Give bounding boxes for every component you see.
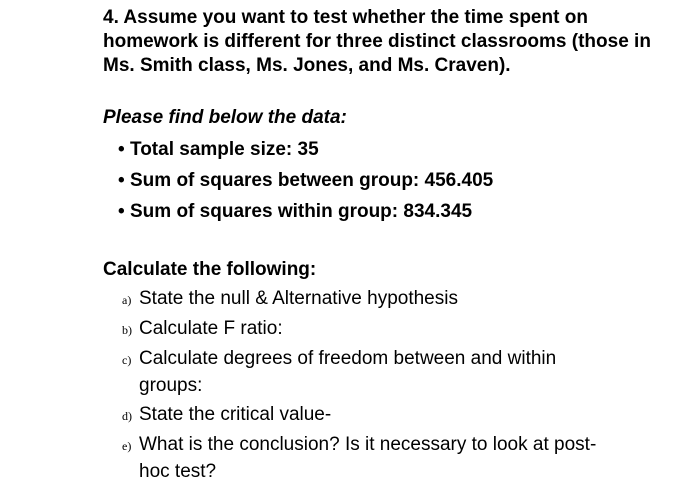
- task-item: [122, 402, 622, 429]
- task-item: [122, 346, 622, 399]
- task-list: [122, 286, 622, 488]
- task-marker: d): [122, 409, 132, 423]
- data-item-text: Total sample size: 35: [130, 139, 319, 160]
- task-marker: b): [122, 323, 132, 337]
- task-marker: a): [122, 293, 132, 307]
- bullet-icon: •: [118, 139, 125, 160]
- task-item: [122, 316, 622, 343]
- task-text: State the null & Alternative hypothesis: [139, 288, 458, 309]
- task-text: What is the conclusion? Is it necessary to look at post-hoc test?: [139, 434, 597, 482]
- task-text: State the critical value-: [139, 404, 332, 425]
- task-item: [122, 432, 622, 485]
- data-item: [118, 169, 493, 193]
- data-item: [118, 200, 493, 224]
- bullet-icon: •: [118, 201, 125, 222]
- task-text: Calculate F ratio:: [139, 318, 283, 339]
- data-intro: Please find below the data:: [103, 107, 347, 128]
- question-text: 4. Assume you want to test whether the time spent on homework is different for three distinct classrooms (those in Ms. Smith class, Ms. Jones, and Ms. Craven).: [103, 7, 651, 76]
- task-marker: c): [122, 353, 132, 367]
- data-item: [118, 138, 493, 162]
- data-item-text: Sum of squares within group: 834.345: [130, 201, 473, 222]
- task-text: Calculate degrees of freedom between and within groups:: [139, 348, 557, 396]
- bullet-icon: •: [118, 170, 125, 191]
- data-list: [118, 138, 493, 231]
- task-item: [122, 286, 622, 313]
- task-marker: e): [122, 439, 132, 453]
- data-item-text: Sum of squares between group: 456.405: [130, 170, 494, 191]
- task-heading: Calculate the following:: [103, 259, 317, 280]
